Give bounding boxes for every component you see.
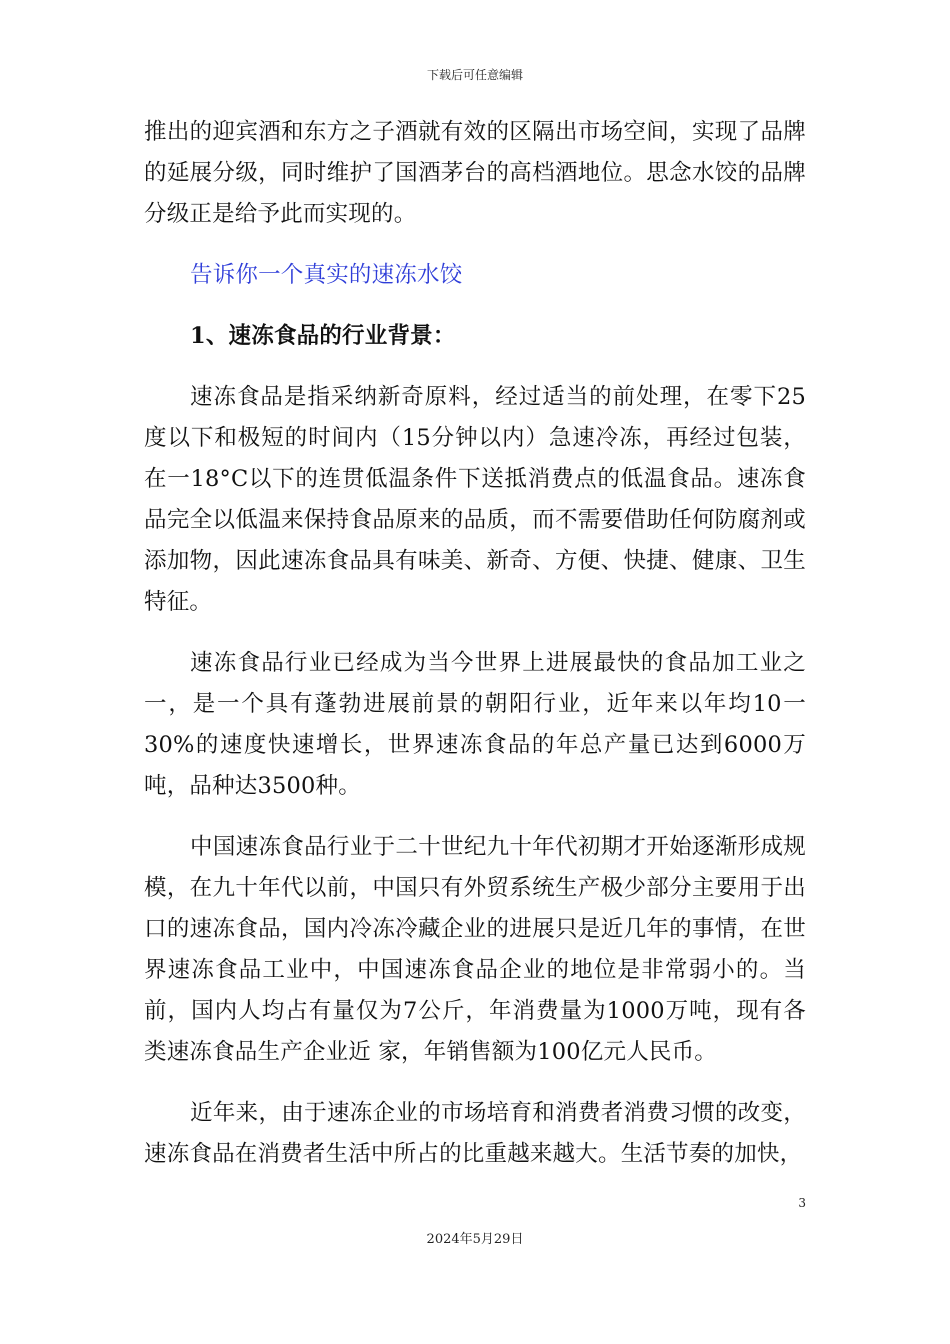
header-note: 下载后可任意编辑 bbox=[426, 68, 523, 82]
paragraph-recent-years: 近年来，由于速冻企业的市场培育和消费者消费习惯的改变，速冻食品在消费者生活中所占的比重越来越大。生活节奏的加快， bbox=[144, 1100, 806, 1167]
intro-paragraph: 推出的迎宾酒和东方之子酒就有效的区隔出市场空间，实现了品牌的延展分级，同时维护了国酒茅台的高档酒地位。思念水饺的品牌分级正是给予此而实现的。 bbox=[144, 119, 806, 227]
paragraph-world-industry: 速冻食品行业已经成为当今世界上进展最快的食品加工业之一，是一个具有蓬勃进展前景的朝阳行业，近年来以年均10一30%的速度快速增长，世界速冻食品的年总产量已达到6000万吨，品种达3500种。 bbox=[144, 650, 806, 799]
page-number: 3 bbox=[798, 1196, 806, 1210]
footer-date: 2024年5月29日 bbox=[426, 1232, 524, 1247]
link-heading[interactable]: 告诉你一个真实的速冻水饺 bbox=[190, 262, 463, 288]
section-heading: 1、速冻食品的行业背景： bbox=[190, 323, 456, 349]
paragraph-china-industry: 中国速冻食品行业于二十世纪九十年代初期才开始逐渐形成规模，在九十年代以前，中国只有外贸系统生产极少部分主要用于出口的速冻食品，国内冷冻冷藏企业的进展只是近几年的事情，在世界速冻食品工业中，中国速冻食品企业的地位是非常弱小的。当前，国内人均占有量仅为7公斤，年消费量为1000万吨，现有各类速冻食品生产企业近 家，年销售额为100亿元人民币。 bbox=[144, 834, 806, 1065]
document-body bbox=[144, 112, 806, 1175]
paragraph-definition: 速冻食品是指采纳新奇原料，经过适当的前处理，在零下25度以下和极短的时间内（15分钟以内）急速冷冻，再经过包装，在一18°C以下的连贯低温条件下送抵消费点的低温食品。速冻食品完全以低温来保持食品原来的品质，而不需要借助任何防腐剂或添加物，因此速冻食品具有味美、新奇、方便、快捷、健康、卫生特征。 bbox=[144, 384, 806, 615]
